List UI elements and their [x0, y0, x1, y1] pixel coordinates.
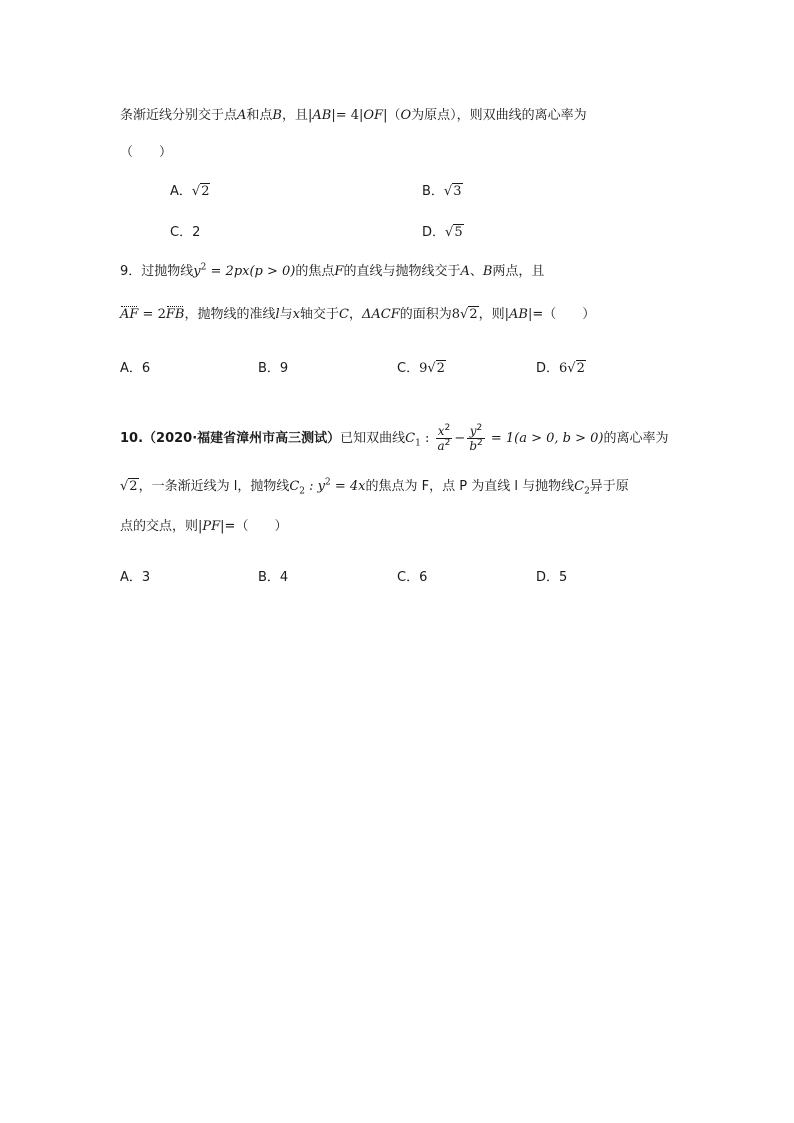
- sqrt-expression: √2: [460, 307, 478, 322]
- q10-stem-line-3: [120, 517, 287, 537]
- q10-subscript: 2: [299, 486, 306, 497]
- q9-text: 的面积为: [399, 307, 452, 322]
- q9-text: ，: [348, 307, 362, 322]
- q10-curve-c2: C: [574, 479, 585, 494]
- q9-stem-line-1: [120, 262, 544, 282]
- q9-area-coef: 8: [451, 307, 461, 322]
- option-label: D．: [536, 570, 560, 585]
- option-label: B．: [258, 361, 280, 376]
- q10-curve-c2: C: [289, 479, 300, 494]
- option-label: C．: [397, 570, 420, 585]
- sqrt-expression: √2: [120, 479, 138, 494]
- q9-exponent: 2: [200, 262, 207, 273]
- q8-option-d[interactable]: [422, 223, 464, 243]
- q8-option-b[interactable]: [422, 182, 463, 202]
- q9-point-a: A: [460, 264, 470, 279]
- q9-number: 9．: [120, 264, 142, 279]
- q10-text: 异于原: [589, 479, 629, 494]
- q8-text: 为原点），则双曲线的离心率为: [411, 108, 587, 123]
- option-value: 6: [419, 570, 428, 585]
- q9-condition: (p > 0): [249, 264, 296, 279]
- q9-equation: = 2: [138, 307, 166, 322]
- q10-option-c[interactable]: [397, 568, 427, 588]
- q8-origin: O: [400, 108, 412, 123]
- option-label: B．: [422, 184, 444, 199]
- option-label: D．: [536, 361, 560, 376]
- q10-option-d[interactable]: [536, 568, 567, 588]
- q10-subscript: 2: [584, 486, 590, 497]
- sqrt-expression: √2: [567, 361, 585, 376]
- q10-number: 10.: [120, 431, 144, 446]
- q9-text: =（ ）: [532, 307, 596, 322]
- option-label: C．: [397, 361, 420, 376]
- option-value: 6: [559, 361, 568, 376]
- q9-option-a[interactable]: [120, 359, 150, 379]
- q10-subscript: 1: [415, 438, 421, 449]
- q9-text: ，抛物线的准线: [184, 307, 276, 322]
- option-label: B．: [258, 570, 280, 585]
- q10-text: 的焦点为 F，点 P 为直线 l 与抛物线: [365, 479, 575, 494]
- option-value: 5: [559, 570, 568, 585]
- q10-segment-pf: PF: [202, 519, 221, 534]
- q10-text: 已知双曲线: [340, 431, 406, 446]
- q8-segment-ab: AB: [312, 108, 332, 123]
- q8-segment-of: OF: [363, 108, 384, 123]
- fraction-x2-a2: $\frac{x^2}{a^2}$: [437, 423, 451, 453]
- q9-x-axis: x: [292, 307, 300, 322]
- q9-stem-line-2: AF = 2FB，抛物线的准线l与x轴交于C，ΔACF的面积为8√2，则|AB|=（ ）: [120, 305, 595, 325]
- q8-option-a[interactable]: [170, 182, 210, 202]
- vector-af: AF: [120, 305, 138, 325]
- option-label: A．: [170, 184, 192, 199]
- sqrt-expression: √5: [445, 225, 463, 240]
- q10-stem-line-2: [120, 477, 629, 497]
- vector-fb: FB: [166, 305, 185, 325]
- q9-text: 、: [469, 264, 483, 279]
- q8-option-c[interactable]: [170, 223, 200, 243]
- q8-point-b: B: [272, 108, 282, 123]
- option-value: 9: [279, 361, 289, 376]
- option-label: D．: [422, 225, 446, 240]
- q9-text: 与: [279, 307, 293, 322]
- q9-focus: F: [334, 264, 344, 279]
- sqrt-expression: √3: [443, 184, 462, 199]
- q10-stem-line-1: [120, 424, 669, 454]
- q10-option-b[interactable]: [258, 568, 288, 588]
- option-label: C．: [170, 225, 193, 240]
- option-value: 2: [192, 225, 201, 240]
- q8-point-a: A: [237, 108, 247, 123]
- option-label: A．: [120, 361, 142, 376]
- q10-text: ，一条渐近线为 l，抛物线: [138, 479, 290, 494]
- q10-minus: −: [454, 431, 466, 446]
- sqrt-expression: √2: [191, 184, 210, 199]
- q9-text: 的直线与抛物线交于: [343, 264, 461, 279]
- q10-equation: = 1(a > 0, b > 0): [486, 431, 604, 446]
- q10-text: |=（ ）: [220, 519, 288, 534]
- q8-text: ，且|: [281, 108, 313, 123]
- q9-directrix: l: [275, 307, 280, 322]
- q9-option-c[interactable]: [397, 359, 446, 379]
- q9-text: ，则: [478, 307, 505, 322]
- q10-equation: : y: [305, 479, 326, 494]
- q9-text: 轴交于: [299, 307, 339, 322]
- q10-text: 的离心率为: [603, 431, 669, 446]
- q9-equation: = 2px: [206, 264, 250, 279]
- sqrt-expression: √2: [427, 361, 445, 376]
- q10-equation: = 4x: [330, 479, 366, 494]
- q9-text: 两点，且: [492, 264, 545, 279]
- fraction-y2-b2: $\frac{y^2}{b^2}$: [469, 423, 483, 453]
- q8-text: |= 4|: [331, 108, 364, 123]
- option-value: 9: [419, 361, 428, 376]
- q9-option-b[interactable]: [258, 359, 288, 379]
- q8-text: 和点: [246, 108, 273, 123]
- q9-triangle: ΔACF: [361, 307, 400, 322]
- q10-curve-c1: C: [405, 431, 416, 446]
- q8-answer-paren: （ ）: [120, 145, 173, 160]
- q8-text: 条渐近线分别交于点: [120, 108, 238, 123]
- q9-text: 过抛物线: [141, 264, 194, 279]
- option-value: 6: [141, 361, 151, 376]
- q10-text: 点的交点，则|: [120, 519, 203, 534]
- q9-point-c: C: [339, 307, 349, 322]
- q8-stem-line: [120, 106, 587, 126]
- q10-source: （2020·福建省漳州市高三测试）: [143, 431, 341, 446]
- q9-text: 的焦点: [295, 264, 335, 279]
- option-label: A．: [120, 570, 142, 585]
- q9-equation: y: [193, 264, 201, 279]
- q9-point-b: B: [482, 264, 493, 279]
- q9-option-d[interactable]: [536, 359, 586, 379]
- q9-segment-ab: AB: [509, 307, 528, 322]
- q10-text: :: [420, 431, 434, 446]
- option-value: 4: [279, 570, 289, 585]
- q10-exponent: 2: [325, 477, 331, 488]
- q8-text: |（: [383, 108, 401, 123]
- q10-option-a[interactable]: [120, 568, 150, 588]
- option-value: 3: [141, 570, 151, 585]
